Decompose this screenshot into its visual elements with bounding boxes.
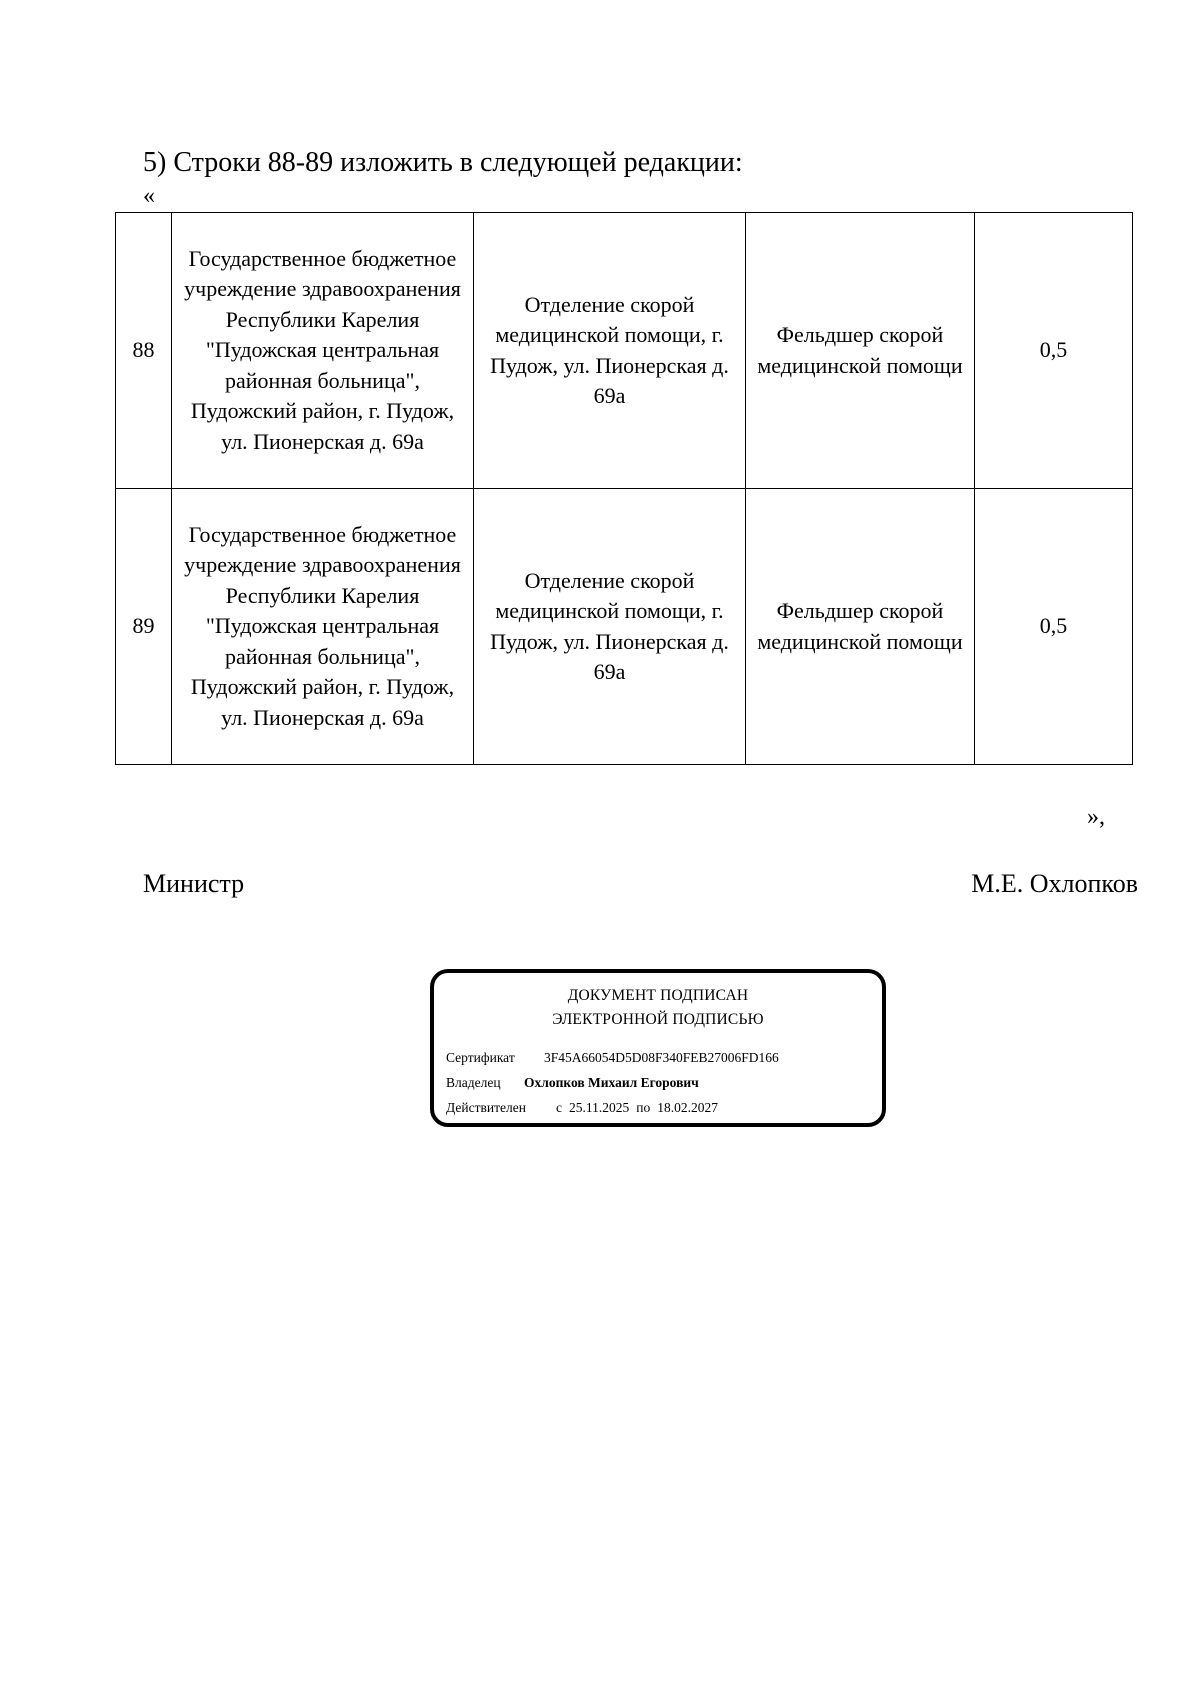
stamp-title [434,984,882,1032]
validity-label: Действителен [446,1100,526,1115]
stamp-title-line-1: ДОКУМЕНТ ПОДПИСАН [567,987,749,1004]
electronic-signature-stamp [430,969,886,1127]
certificate-value: 3F45A66054D5D08F340FEB27006FD166 [544,1050,779,1065]
institution-cell: Государственное бюджетное учреждение здравоохранения Республики Карелия "Пудожская центральная районная больница", Пудожский район, г. Пудож, ул. Пионерская д. 69а [172,213,474,489]
position-cell: Фельдшер скорой медицинской помощи [746,213,975,489]
owner-value: Охлопков Михаил Егорович [524,1075,699,1090]
valid-from-prefix: с [556,1100,562,1115]
signatory-title: Министр [143,869,245,898]
rate-cell: 0,5 [975,489,1133,765]
owner-row [446,1074,699,1092]
table-row [116,213,1133,489]
position-cell: Фельдшер скорой медицинской помощи [746,489,975,765]
certificate-row [446,1049,779,1067]
valid-to-prefix: по [636,1100,651,1115]
owner-label: Владелец [446,1075,501,1090]
amendment-heading: 5) Строки 88-89 изложить в следующей редакции: [143,147,743,178]
institution-cell: Государственное бюджетное учреждение здравоохранения Республики Карелия "Пудожская центральная районная больница", Пудожский район, г. Пудож, ул. Пионерская д. 69а [172,489,474,765]
opening-quote-mark: « [143,183,155,209]
department-cell: Отделение скорой медицинской помощи, г. Пудож, ул. Пионерская д. 69а [474,213,746,489]
row-number-cell: 89 [116,489,172,765]
row-number-cell: 88 [116,213,172,489]
rate-cell: 0,5 [975,213,1133,489]
department-cell: Отделение скорой медицинской помощи, г. Пудож, ул. Пионерская д. 69а [474,489,746,765]
table-row [116,489,1133,765]
amendment-table [115,212,1133,765]
signatory-name: М.Е. Охлопков [971,869,1138,898]
closing-quote-mark: », [1087,804,1105,830]
valid-to-date: 18.02.2027 [657,1100,718,1115]
validity-row [446,1099,718,1117]
stamp-title-line-2: ЭЛЕКТРОННОЙ ПОДПИСЬЮ [552,1011,764,1028]
valid-from-date: 25.11.2025 [569,1100,630,1115]
certificate-label: Сертификат [446,1050,515,1065]
